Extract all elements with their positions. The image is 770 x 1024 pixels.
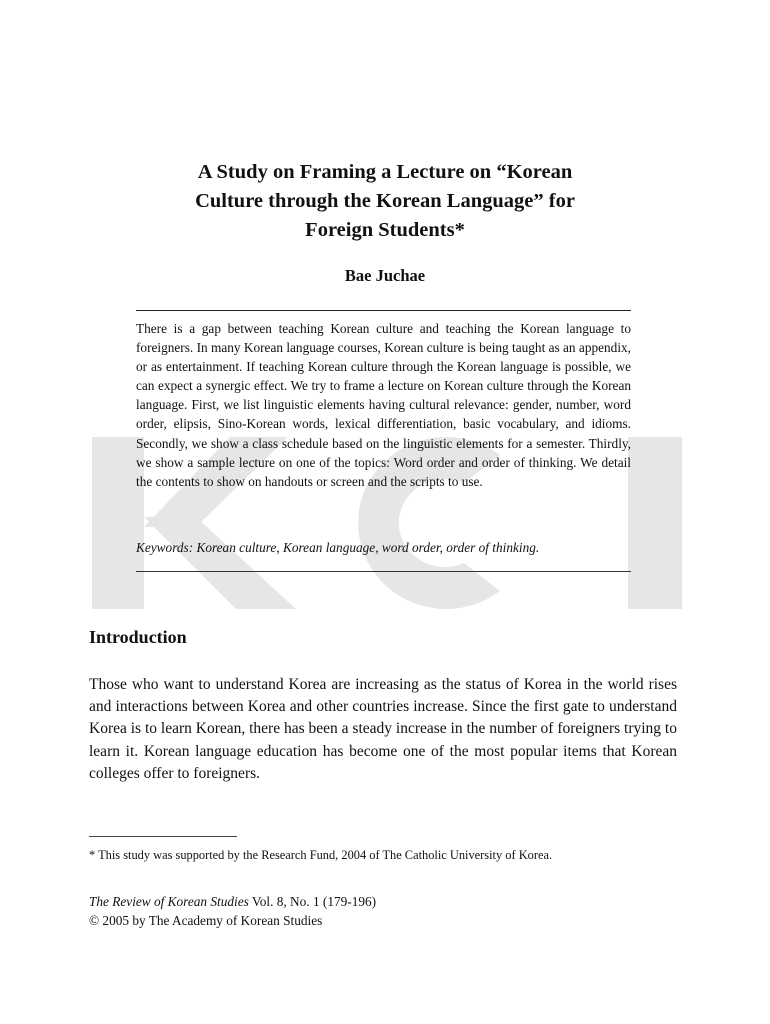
paper-title <box>120 158 650 245</box>
journal-name: The Review of Korean Studies <box>89 894 249 909</box>
introduction-paragraph: Those who want to understand Korea are increasing as the status of Korea in the world rises and interactions between Korea and other countries increase. Since the first gate to understand Korea is to learn Korean, there has been a steady increase in the number of foreigners trying to learn it. Korean language education has become one of the most popular items that Korean colleges offer to foreigners. <box>89 676 677 782</box>
author-name: Bae Juchae <box>344 266 426 285</box>
title-line: A Study on Framing a Lecture on “Korean <box>197 161 573 183</box>
abstract-top-rule <box>136 310 631 311</box>
journal-citation <box>89 893 376 912</box>
journal-volume: Vol. 8, No. 1 (179-196) <box>248 894 377 909</box>
journal-info <box>89 893 376 930</box>
keywords: Keywords: Korean culture, Korean language, word order, order of thinking. <box>136 540 540 555</box>
footnote: * This study was supported by the Research Fund, 2004 of The Catholic University of Korea. <box>89 848 553 862</box>
abstract-text: There is a gap between teaching Korean culture and teaching the Korean language to foreigners. In many Korean language courses, Korean culture is being taught as an appendix, or as entertainment. If teaching Korean culture through the Korean language is possible, we can expect a synergic effect. We try to frame a lecture on Korean culture through the Korean language. First, we list linguistic elements having cultural relevance: gender, number, word order, elipsis, Sino-Korean words, lexical differentiation, basic vocabulary, and idioms. Secondly, we show a class schedule based on the linguistic elements for a semester. Thirdly, we show a sample lecture on one of the topics: Word order and order of thinking. We detail the contents to show on handouts or screen and the scripts to use. <box>136 321 631 489</box>
title-line: Culture through the Korean Language” for <box>195 190 575 212</box>
section-heading-introduction: Introduction <box>89 627 187 647</box>
copyright-line: © 2005 by The Academy of Korean Studies <box>89 912 323 928</box>
title-line: Foreign Students* <box>305 219 465 241</box>
footnote-rule <box>89 836 237 837</box>
abstract-bottom-rule <box>136 571 631 572</box>
